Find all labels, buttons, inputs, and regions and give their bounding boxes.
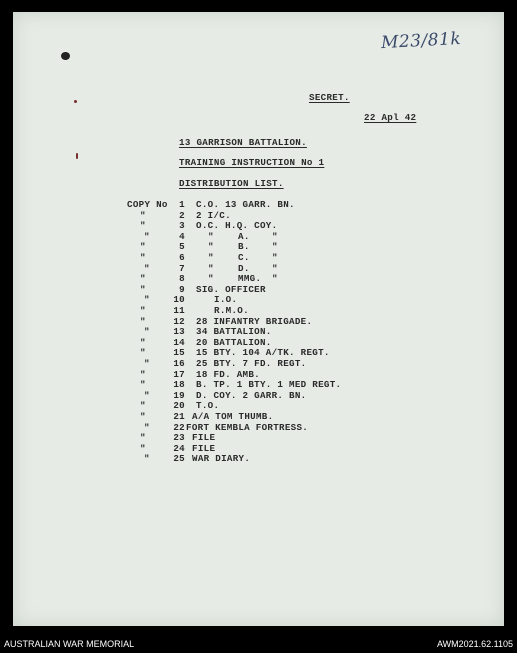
ditto-mark: " [140,379,146,391]
ditto-mark: " [144,230,150,242]
recipient-text: O.C. H.Q. COY. [196,220,278,232]
recipient-text: FILE [192,432,216,444]
copy-number: 22 [173,421,185,433]
copy-number: 5 [179,241,185,253]
ink-speck [74,100,77,103]
recipient-text: WAR DIARY. [192,453,251,465]
ditto-mark: " [272,230,278,242]
ditto-mark: " [208,262,214,274]
footer-credit: AUSTRALIAN WAR MEMORIAL [4,639,135,649]
copy-number: 2 [179,209,185,221]
copy-number: 12 [173,315,185,327]
recipient-text: C.O. 13 GARR. BN. [196,199,295,210]
copy-number: 11 [173,305,185,316]
copy-number: 20 [173,400,185,412]
copy-number: 9 [179,283,185,295]
copy-number: 24 [173,442,185,454]
copy-number: 4 [179,230,185,242]
recipient-text: MMG. [238,273,262,285]
ditto-mark: " [140,347,146,359]
copy-number: 13 [173,326,185,338]
ditto-mark: " [272,252,278,263]
recipient-text: D. COY. 2 GARR. BN. [196,389,307,401]
copy-number: 14 [173,336,185,348]
copy-number: 8 [179,273,185,285]
recipient-text: D. [238,262,250,274]
ditto-mark: " [208,241,214,253]
recipient-text: R.M.O. [214,305,249,316]
document-heading: 13 GARRISON BATTALION. [179,137,307,148]
distribution-list-title: DISTRIBUTION LIST. [179,178,284,189]
copy-number: 3 [179,220,185,232]
recipient-text: FILE [192,442,216,454]
recipient-text: A. [238,230,250,242]
recipient-text: 2 I/C. [196,209,231,221]
ditto-mark: " [144,294,150,306]
ditto-mark: " [140,220,146,232]
copy-number: 17 [173,368,185,380]
ditto-mark: " [140,283,146,295]
classification-marking: SECRET. [309,92,350,103]
copy-number: 23 [173,432,185,444]
ditto-mark: " [144,389,150,401]
ditto-mark: " [208,230,214,242]
recipient-text: I.O. [214,294,238,306]
recipient-text: 25 BTY. 7 FD. REGT. [196,358,307,369]
ditto-mark: " [144,453,150,465]
ditto-mark: " [140,442,146,454]
copy-number: 1 [179,199,185,210]
ditto-mark: " [140,411,146,422]
recipient-text: 15 BTY. 104 A/TK. REGT. [196,347,330,359]
copy-number: 18 [173,379,185,391]
copy-number-label: COPY No [127,199,168,210]
copy-number: 16 [173,358,185,369]
ditto-mark: " [140,368,146,380]
ditto-mark: " [140,315,146,327]
footer-accession-number: AWM2021.62.1105 [436,639,513,649]
ditto-mark: " [208,273,214,285]
ditto-mark: " [140,241,146,253]
recipient-text: B. TP. 1 BTY. 1 MED REGT. [196,379,342,391]
ink-speck [76,153,78,159]
ditto-mark: " [144,421,150,433]
ditto-mark: " [140,252,146,263]
copy-number: 10 [173,294,185,306]
ditto-mark: " [140,305,146,316]
ditto-mark: " [272,273,278,285]
copy-number: 25 [173,453,185,465]
copy-number: 7 [179,262,185,274]
document-subheading: TRAINING INSTRUCTION No 1 [179,157,325,168]
recipient-text: FORT KEMBLA FORTRESS. [186,421,309,433]
ditto-mark: " [144,326,150,338]
ditto-mark: " [140,273,146,285]
ink-blot [61,52,70,60]
ditto-mark: " [272,241,278,253]
ditto-mark: " [140,336,146,348]
document-date: 22 Apl 42 [364,112,417,123]
recipient-text: 20 BATTALION. [196,336,272,348]
ditto-mark: " [208,252,214,263]
recipient-text: 18 FD. AMB. [196,368,260,380]
recipient-text: B. [238,241,250,253]
handwritten-reference: M23/81k [380,28,462,54]
ditto-mark: " [140,400,146,412]
ditto-mark: " [140,209,146,221]
copy-number: 19 [173,389,185,401]
copy-number: 21 [173,411,185,422]
copy-number: 6 [179,252,185,263]
ditto-mark: " [140,432,146,444]
recipient-text: SIG. OFFICER [196,283,266,295]
recipient-text: T.O. [196,400,220,412]
copy-number: 15 [173,347,185,359]
ditto-mark: " [272,262,278,274]
recipient-text: 34 BATTALION. [196,326,272,338]
recipient-text: C. [238,252,250,263]
ditto-mark: " [144,262,150,274]
ditto-mark: " [144,358,150,369]
recipient-text: 28 INFANTRY BRIGADE. [196,315,313,327]
recipient-text: A/A TOM THUMB. [192,411,274,422]
